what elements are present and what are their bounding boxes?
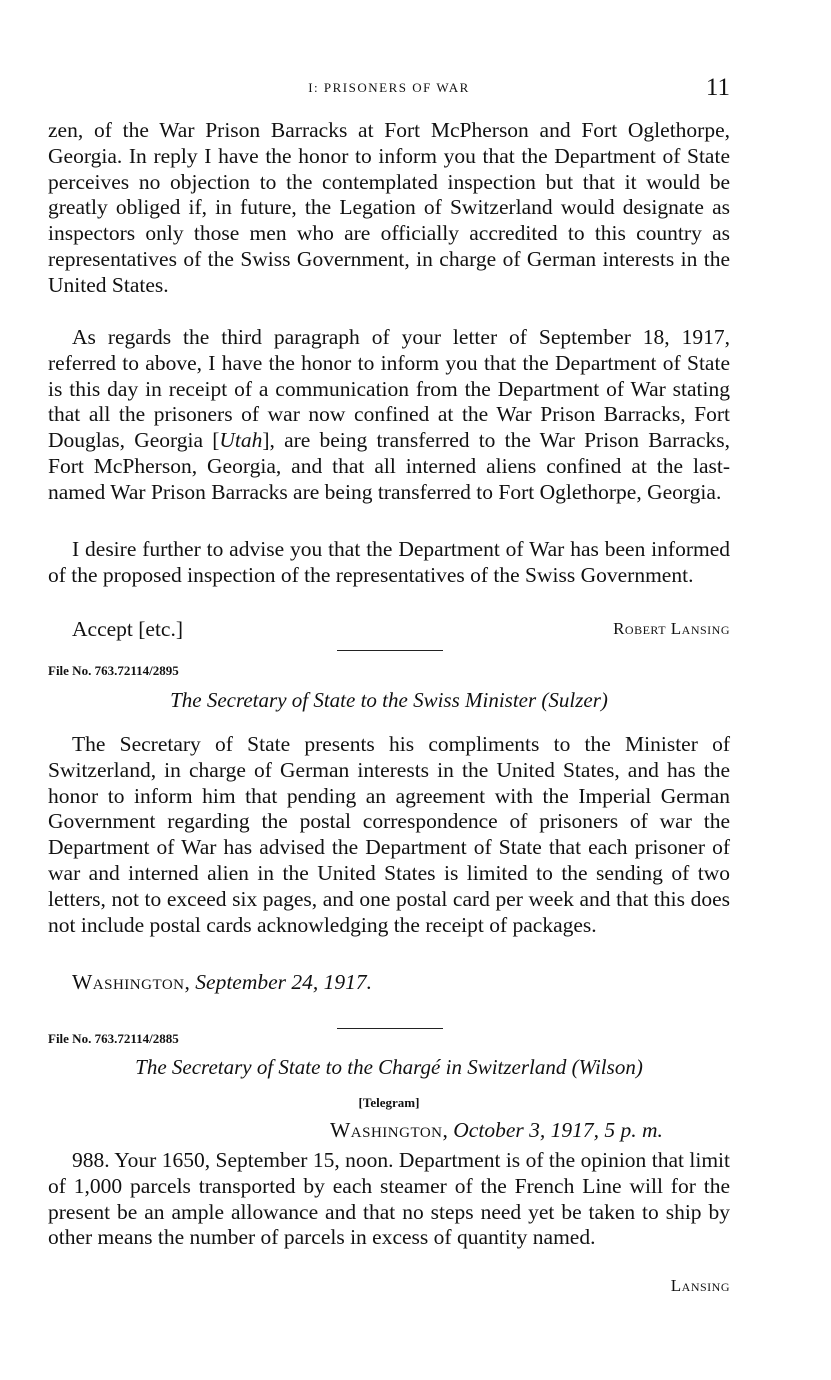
letter-paragraph-3: I desire further to advise you that the Department of War has been informed of the proposed inspection of the representatives of the Swiss Government. bbox=[48, 537, 730, 587]
letter-paragraph-2-end: ], are being transferred to the War Prison Barracks, Fort McPherson, Georgia, and that all interned aliens confined at the last-named War Prison Barracks are being transferred to Fort Oglethorpe, Georgia. bbox=[48, 428, 730, 504]
letter-paragraph-2 bbox=[48, 325, 730, 506]
heading-close: ) bbox=[600, 688, 608, 712]
document-heading bbox=[48, 688, 730, 713]
document-heading bbox=[48, 1055, 730, 1080]
closing-text: Accept [etc.] bbox=[72, 617, 184, 641]
dateline-date: October 3, 1917, 5 p. m. bbox=[453, 1118, 663, 1142]
section-divider bbox=[337, 650, 443, 651]
file-number: File No. 763.72114/2885 bbox=[48, 1031, 179, 1046]
dateline-place: Washington bbox=[330, 1118, 443, 1142]
page-number: 11 bbox=[705, 74, 730, 101]
heading-text: The Secretary of State to the Swiss Minister ( bbox=[170, 688, 549, 712]
letter-paragraph-1: zen, of the War Prison Barracks at Fort McPherson and Fort Oglethorpe, Georgia. In reply I have the honor to inform you that the Department of State perceives no objection to the contemplated inspection but that it would be greatly obliged if, in future, the Legation of Switzerland would designate as inspectors only those men who are officially accredited to this country as representatives of the Swiss Government, in charge of German interests in the United States. bbox=[48, 118, 730, 297]
note-dateline: Washington, September 24, 1917. bbox=[72, 970, 373, 994]
file-number: File No. 763.72114/2895 bbox=[48, 663, 179, 678]
telegram-paragraph: 988. Your 1650, September 15, noon. Department is of the opinion that limit of 1,000 parcels transported by each steamer of the French Line will for the present be an ample allowance and that no steps need yet be taken to ship by other means the number of parcels in excess of quantity named. bbox=[48, 1148, 730, 1250]
letter-closing-row bbox=[48, 617, 730, 642]
heading-close: ) bbox=[635, 1055, 643, 1079]
dateline-date: September 24, 1917. bbox=[195, 970, 373, 994]
section-divider bbox=[337, 1028, 443, 1029]
signature-lansing: Lansing bbox=[670, 1276, 730, 1295]
utah-correction: Utah bbox=[219, 428, 263, 453]
telegram-label: [Telegram] bbox=[358, 1095, 420, 1110]
heading-text: The Secretary of State to the Chargé in Switzerland ( bbox=[135, 1055, 579, 1079]
heading-name: Sulzer bbox=[548, 688, 601, 712]
running-head: I: PRISONERS OF WAR bbox=[308, 80, 470, 95]
dateline: Washington, October 3, 1917, 5 p. m. bbox=[330, 1118, 663, 1142]
note-paragraph: The Secretary of State presents his compliments to the Minister of Switzerland, in charge of German interests in the United States, and has the honor to inform him that pending an agreement with the Imperial German Government regarding the postal correspondence of prisoners of war the Department of War has advised the Department of State that each prisoner of war and interned alien in the United States is limited to the sending of two letters, not to exceed six pages, and one postal card per week and that this does not include postal cards acknowledging the receipt of packages. bbox=[48, 732, 730, 937]
heading-name: Wilson bbox=[578, 1055, 636, 1079]
page-header bbox=[48, 74, 730, 104]
letter-paragraph-2-start: As regards the third paragraph of your letter of September 18, 1917, referred to above, I have the honor to inform you that the Department of State is this day in receipt of a communication from the Department of War stating that all the prisoners of war now confined at the War Prison Barracks, Fort Douglas, Georgia [ bbox=[48, 325, 730, 453]
dateline-place: Washington bbox=[72, 970, 185, 994]
signature-robert-lansing: Robert Lansing bbox=[613, 619, 730, 638]
